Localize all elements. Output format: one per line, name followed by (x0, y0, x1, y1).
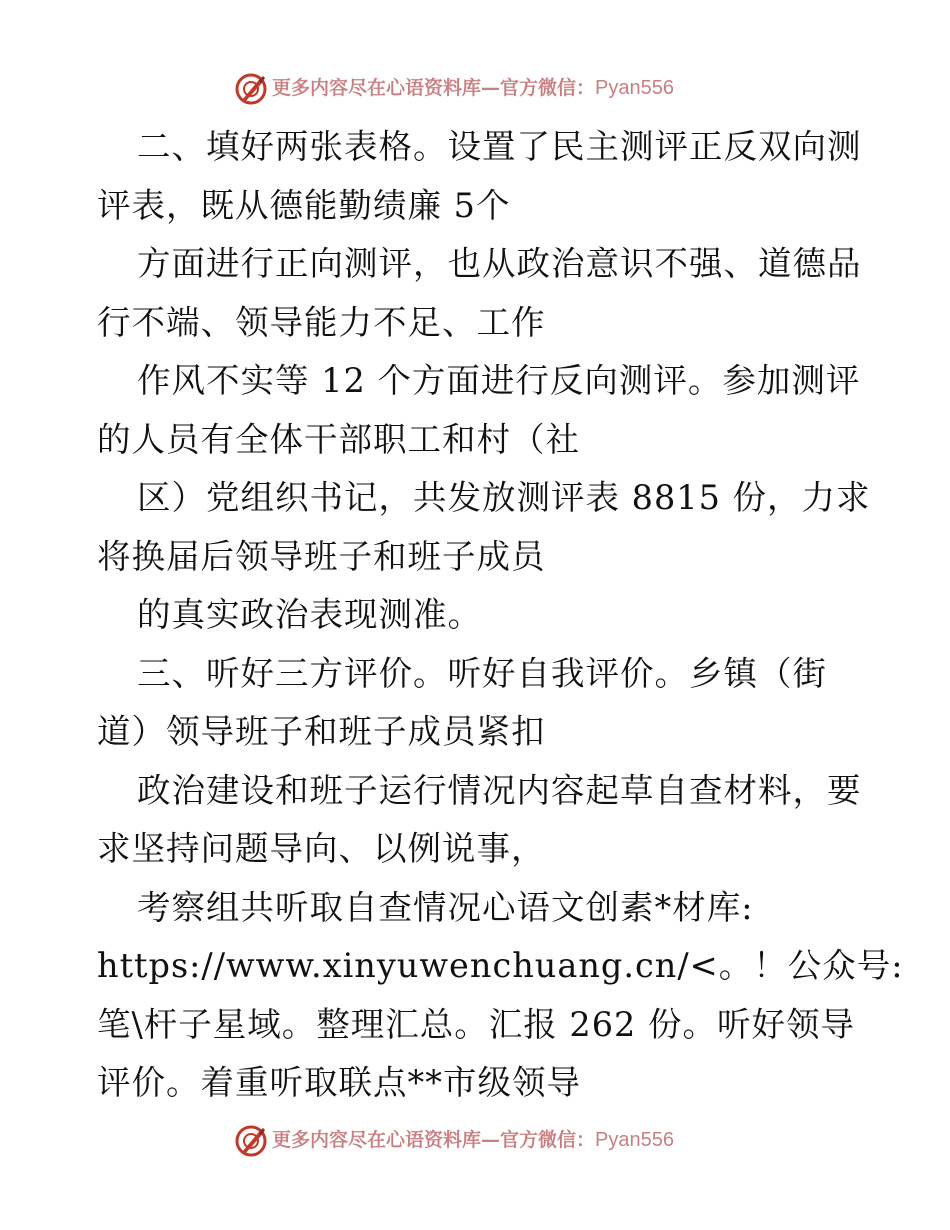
header-banner-text (272, 77, 674, 99)
footer-banner-label: 更多内容尽在心语资料库—官方微信： (272, 1129, 596, 1151)
body-line: 作风不实等 12 个方面进行反向测评。参加测评 (137, 361, 861, 400)
body-line: 的人员有全体干部职工和村（社 (97, 419, 580, 459)
footer-banner-text (272, 1129, 674, 1151)
footer-banner-wechat-id: Pyan556 (595, 1129, 674, 1151)
header-banner (0, 68, 950, 108)
body-line: https://www.xinyuwenchuang.cn/<。！公众号: (97, 946, 904, 985)
body-line: 笔\杆子星域。整理汇总。汇报 262 份。听好领导 (97, 1004, 856, 1044)
body-line: 考察组共听取自查情况心语文创素*材库: (137, 887, 754, 927)
pen-logo-icon (234, 1124, 268, 1158)
body-line: 方面进行正向测评，也从政治意识不强、道德品 (137, 244, 862, 283)
body-line: 行不端、领导能力不足、工作 (97, 302, 546, 342)
body-line: 评价。着重听取联点**市级领导 (97, 1063, 581, 1102)
document-body (97, 118, 904, 1113)
body-line: 的真实政治表现测准。 (137, 595, 482, 634)
body-line: 求坚持问题导向、以例说事， (97, 829, 546, 868)
header-banner-label: 更多内容尽在心语资料库—官方微信： (272, 77, 596, 99)
footer-banner (0, 1120, 950, 1160)
body-line: 将换届后领导班子和班子成员 (97, 536, 546, 576)
body-line: 二、填好两张表格。设置了民主测评正反双向测 (137, 127, 862, 166)
body-line: 三、听好三方评价。听好自我评价。乡镇（街 (137, 653, 827, 693)
body-line: 政治建设和班子运行情况内容起草自查材料，要 (137, 770, 862, 810)
body-line: 区）党组织书记，共发放测评表 8815 份，力求 (137, 478, 871, 517)
header-banner-wechat-id: Pyan556 (595, 77, 674, 99)
body-line: 评表，既从德能勤绩廉 5个 (97, 185, 511, 225)
pen-logo-icon (234, 72, 268, 106)
body-line: 道）领导班子和班子成员紧扣 (97, 712, 546, 751)
